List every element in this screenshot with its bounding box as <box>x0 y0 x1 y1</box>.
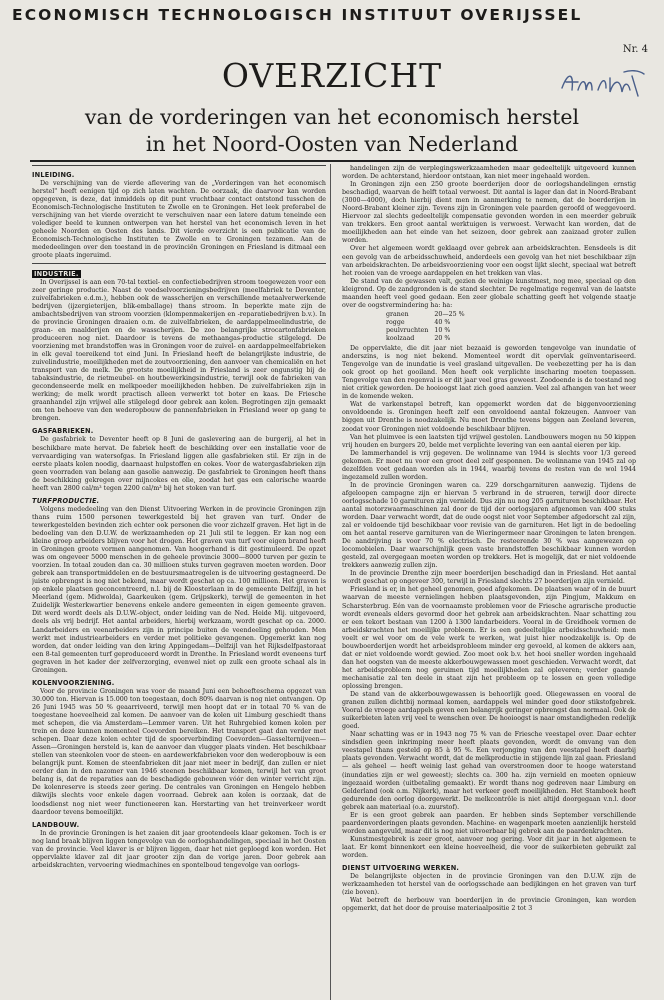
section-heading-inleiding: INLEIDING. <box>32 171 75 179</box>
table-row <box>386 319 471 327</box>
paragraph: Friesland is er, in het geheel genomen, goed afgekomen. De plaatsen waar of in de buurt waarvan de meeste vernielingen hebben plaatsgevonden, zijn Pingjum, Makkum en Scharsterbrug. Eén van de voornaamste problemen voor de Friesche agrarische productie wordt eveneals elders gevormd door het gebrek aan arbeidskrachten. Naar schatting zou er een tekort bestaan van 1200 à 1300 landarbeiders. Vooral in de Greidhoek vormen de arbeidskrachten het moeilijke probleem. Er is een gedeeltelijke arbeidsschuwheid: men voelt er wel voor om de vele werk te werken, wat juist hier noodzakelijk is. Op de bouwboerderijen wordt het arbeidsprobleem minder erg gevoeld, al komen de akkers aan, dat er niet voldoende wordt gewied. Zoo moet ook b.v. het hooi sneller worden ingehaald dan het oogsten van de meeste akkerbouwgewassen moet geschieden. Verwacht wordt, dat het arbeidsprobleem nog geruimen tijd moeilijkheden zal opleveren; verder gaande mechanisatie zal ten deele in staat zijn het probleem op te lossen en geen volledige oplossing brengen. <box>342 586 636 690</box>
table-row <box>386 311 471 319</box>
subtitle-line-2: in het Noord-Oosten van Nederland <box>145 132 519 156</box>
paragraph-gasfabrieken: De gasfabriek te Deventer heeft op 8 Juni de gaslevering aan de burgerij, al het in beschikbare mate hervat. De fabriek heeft de beschikking over een installatie voor de vervaardiging van watersofgas. In Friesland liggen alle gasfabrieken stil. Er zijn in de eerste plaats kolen noodig, daarnaast hulpstoffen en cokes. Voor de watergasfabrieken zijn geen voorraden van belang aan gasolie aanwezig. De gasfabriek te Groningen heeft thans de beschikking gekregen over mijncokes en olie, zoodat het gas een calorische waarde heeft van 2800 cal/m³ tegen 2200 cal/m³ bij het stoken van turf. <box>32 436 326 492</box>
section-heading-duw: DIENST UITVOERING WERKEN. <box>342 864 460 873</box>
crop-percentage: 10 % <box>434 326 451 334</box>
paragraph-duw: De belangrijkste objecten in de provincie Groningen van den D.U.W. zijn de werkzaamheden tot herstel van de oorlogsschade aan bedijkingen en het graven van turf (zie boven). <box>342 873 636 897</box>
paragraph: De lammerhandel is vrij gegeven. De wolinname van 1944 is slechts voor 1/3 gereed gekomen. Er moet nu voor een groot deel zelf gesponnen. De wolinname van 1945 zal op dezelfden voet gedaan worden als in 1944, waarbij tevens de resten van de wol 1944 ingezameld zullen worden. <box>342 449 636 481</box>
section-heading-kolenvoorziening: KOLENVOORZIENING. <box>32 678 115 687</box>
column-divider <box>330 164 331 1000</box>
left-column <box>32 165 326 997</box>
issue-number: Nr. 4 <box>622 44 648 55</box>
paragraph-industrie: In Overijssel is aan een 70-tal textiel- en confectiebedrijven stroom toegewezen voor een zeer geringe productie. Naast de voedselvoorzieningsbedrijven (meelfabriek te Deventer, zuivelfabrieken e.d.m.), hebben ook de wasscherijen en verschillende metaalverwerkende bedrijven (ijzergieterijen, blik-emballage) thans stroom. In beperkte mate zijn de ambachtsbedrijven van stroom voorzien (klompenmakerijen en -reparatiebedrijven b.v.). In de provincie Groningen draaien o.m. de zuivelfabrieken, de aardappelmeelindustrie, de graan- en maalderijen en de wasscherijen. De zoo belangrijke strocartonfabrieken produceeren nog niet. Daardoor is tevens de methaangas-productie stilgelegd. De voorziening met brandstoffen was in Groningen voor de zuivel- en aardappelmeelfabrieken in elk geval toereikend tot eind Juni. In Friesland heeft de belangrijkste industrie, de zuivelindustrie, moeilijkheden met de zoutvoorziening, den aanvoer van chemicaliën en het transport van de melk. De grootste moeilijkheid in Friesland is zeer ongunstig bij de tabaksindustrie, de rietmeubel- en houtbewerkingsindustrie, terwijl ook de fabrieken van gecondenseerde melk en melkpoeder moeilijkheden hebben. De zuivelfabrieken zijn in werking; de melk wordt practisch alleen verwerkt tot boter en kaas. De Friesche graanhandel zijn vrijwel alle stilgelegd door gebrek aan kolen. Begrotingen zijn gemaakt om ten behoeve van den wederopbouw de pannenfabrieken in Friesland weer op gang te brengen. <box>32 278 326 423</box>
paragraph: Kunstmestgebrek is zeer groot, aanvoer nog gering. Voor dit jaar in het algemeen te laat. Er komt binnenkort een kleine hoeveelheid, die voor de suikerbieten gebruikt zal worden. <box>342 835 636 859</box>
page-subtitle <box>0 104 664 158</box>
paragraph: Er is een groot gebrek aan paarden. Er hebben sinds September verschillende paardenvorderingen plaats gevonden. Machine- en wagenpark moeten aanzienlijk hersteld worden aangevuld, maar dit is nog niet uitvoerbaar bij gebrek aan de paardenkrachten. <box>342 811 636 835</box>
crop-name: granen <box>386 310 409 318</box>
section-heading-turfproductie: TURFPRODUCTIE. <box>32 496 100 505</box>
paragraph-landbouw: In de provincie Groningen is het zaaien dit jaar grootendeels klaar gekomen. Toch is er nog land braak blijven liggen tengevolge van de oorlogshandelingen, speciaal in het Oosten van de provincie. Veel klaver is er blijven liggen, daar het niet geploegd kon worden. Het oppervlakte klaver zal dit jaar grooter zijn dan de vorige jaren. Door gebrek aan arbeidskrachten, vervoering wiedmachines en spontelboud tengevolge van oorlogs- <box>32 829 326 869</box>
section-heading-gasfabrieken: GASFABRIEKEN. <box>32 427 94 436</box>
paragraph: In de provincie Groningen waren ca. 229 dorschgarnituren aanwezig. Tijdens de afgeloopen campagne zijn er hiervan 5 verbrand in de strueren, terwijl door directe oorlogsschade 10 garnituren zijn vernield. Dus zijn nu nog 205 garnituren beschikbaar. Het aantal motorzwaarmaschinen zal door de tijd der oorlogsjaren afgenomen van 400 stuks worden. Daar verwacht wordt, dat de oude oogst niet voor September afgedorscht zal zijn, zal er voldoende tijd beschikbaar voor revisie van de garnituren. Het ligt in de bedoeling om het aantal reserve garnituren van de Wieringermeer naar Groningen te laten brengen. De aandrijving is voor 70 % electrisch. De resteerende 30 % was aangewezen op locomobielen. Daar waarschijnlijk geen vaste brandstoffen beschikbaar kunnen worden gesteld, zal overgegaan moeten worden op trekkers. Het is mogelijk, dat er niet voldoende trekkers aanwezig zullen zijn. <box>342 481 636 570</box>
header-rule <box>30 160 634 162</box>
paragraph: In de provincie Drenthe zijn meer boerderijen beschadigd dan in Friesland. Het aantal wordt geschat op ongeveer 300, terwijl in Friesland slechts 27 boerderijen zijn vernield. <box>342 570 636 586</box>
paragraph: Van het pluimvee is een laatsten tijd vrijwel gestolen. Landbouwers mogen nu 50 kippen vrij houden en burgers 20, belde met verplichte levering van een aantal eieren per kip. <box>342 433 636 449</box>
paragraph-turfproductie: Volgens mededeeling van den Dienst Uitvoering Werken in de provincie Groningen zijn thans ruim 1500 personen tewerkgesteld bij het graven van turf. Onder de tewerkgestelden bevinden zich echter ook personen die voor zichzelf graven. Het ligt in de bedoeling van den D.U.W. de werkzaamheden op 21 Juli stil te leggen. Er kan nog een kleine groep arbeiders blijven voor het drogen. Het graven van turf voor eigen brand heeft in Groningen groote vormen aangenomen. Van hoogerhand is dit gestimuleerd. De opzet was om ongeveer 5000 menschen in de geheele provincie 3000—8000 turven per gezin te voorzien. In totaal zouden dan ca. 30 millioen stuks turven gegraven moeten worden. Door gebrek aan transportmiddelen en de bestuursmaatregelen is de uitvoering gestagneerd. De juiste opbrengst is nog niet bekend, maar wordt geschat op ca. 100 millioen. Het graven is op enkele plaatsen geconcentreerd, n.l. bij de Kloosterlaan in de gemeente Delfzijl, in het Meerland (gem. Midwolda), Gaarkeuken (gem. Grijpskerk), terwijl de gemeenten in het Zuidelijk Westerkwartier benevens enkele andere gemeenten in eigen gemeente graven. Dit werd wordt deels als D.U.W.-object, onder leiding van de Ned. Heide Mij. uitgevoerd, deels als vrij bedrijf. Het aantal arbeiders, hierbij werkzaam, wordt geschat op ca. 2000. Landarbeiders en veenarbeiders zijn in principe buiten de veendeeling gehouden. Men werkt met industriearbeiders en verder met politieke gevangenen. Opgemerkt kan nog worden, dat onder leiding van den kring Appingedam—Delfzijl van het Rijksdelfpastoraat een 8-tal gemeenten turf geproduceerd wordt in Drenthe. In Friesland wordt eveneens turf gegraven in het kader der zelfverzorging, evenwel niet op zulk een groote schaal als in Groningen. <box>32 505 326 674</box>
institute-header: ECONOMISCH TECHNOLOGISCH INSTITUUT OVERIJSSEL <box>12 6 583 24</box>
paragraph-duw-2: Wat betreft de herbouw van boerderijen in de provincie Groningen, kan worden opgemerkt, dat het door de prouise materiaalpositie 2 tot 3 <box>342 897 636 913</box>
paragraph: Over het algemeen wordt geklaagd over gebrek aan arbeidskrachten. Eensdeels is dit een gevolg van de arbeidsschuwheid, anderdeels een gevolg van het niet beschikbaar zijn van arbeidskrachten. De arbeidsvoorziening voor een oogst lijkt slecht, speciaal wat betreft het rooien van de vroege aardappelen en het trekken van vlas. <box>342 245 636 277</box>
section-heading-industrie: INDUSTRIE. <box>34 269 79 278</box>
paragraph: De oppervlakte, die dit jaar niet bezaaid is geworden tengevolge van inundatie of anderszins, is nog niet bekend. Momenteel wordt dit opervlak geïnventariseerd. Tengevolge van de inundatie is veel grasland uitgevallen. De veebezetting per ha is dan ook groot op het gooiland. Men heeft ook verplichte inscharing moeten toepassen. Tengevolge van den regenval is er dit jaar veel gras geweest. Zoodoende is de toestand nog niet critiek geworden. De hooioogst laat zich goed aanzien. Veel zal afhangen van het weer in de komende weken. <box>342 345 636 401</box>
paragraph: De stand van de akkerbouwgewassen is behoorlijk goed. Oliegewassen en vooral de granen zullen dichtbij normaal komen, aardappels wel minder goed door stikstofgebrek. Vooral de vroege aardappels geven een belangrijk geringer opbrengst dan normaal. Ook de suikerbieten laten vrij veel te wenschen over. De hooioogst is naar omstandigheden redelijk goed. <box>342 691 636 731</box>
crop-name: peulvruchten <box>386 326 429 334</box>
paragraph: De stand van de gewassen valt, gezien de weinige kunstmest, nog mee, speciaal op den kleigrond. Op de zandgronden is de stand slechter. De regelmatige regenval van de laatste maanden heeft veel goed gedaan. Een zeer globale schatting geeft het volgende staatje over de oogstvermindering ha: ha: <box>342 277 636 309</box>
crop-percentage: 40 % <box>434 318 451 326</box>
right-column <box>342 165 636 997</box>
paragraph: handelingen zijn de verplegingswerkzaamheden maar gedeeltelijk uitgevoerd kunnen worden. De achterstand, hierdoor ontstaan, kan niet meer ingehaald worden. <box>342 165 636 181</box>
paragraph: In Groningen zijn een 250 groote boerderijen door de oorlogshandelingen ernstig beschadigd, waarvan de helft totaal verwoest. Dit aantal is lager dan dat in Noord-Brabant (3000—4000), doch hierbij dient men in aanmerking te nemen, dat de boerderijen in Noord-Brabant kleiner zijn. Tevens zijn in Groningen vele paarden geroofd of weggevoerd. Hiervoor zal slechts gedeeltelijk compensatie gevonden worden in een meerder gebruik van trekkers. Een groot aantal werktuigen is verwoest. Verwacht kan worden, dat de moeilijkheden aan het einde van het seizoen, door gebrek aan zaaizaad groter zullen worden. <box>342 181 636 245</box>
intro-section <box>32 165 326 264</box>
section-heading-landbouw: LANDBOUW. <box>32 820 80 829</box>
paragraph: Naar schatting was er in 1943 nog 75 % van de Friesche veestapel over. Daar echter sindsdien geen inkrimping meer heeft plaats gevonden, wordt de omvang van den veestapel thans gesteld op 85 à 95 %. Een verjonging van den veestapel heeft daarbij plaats gevonden. Verwacht wordt, dat de melkproductie in stijgende lijn zal gaan. Friesland — als geheel — heeft weinig last gehad van overstroomen door te hooge waterstand (inundaties zijn er wel geweest); slechts ca. 300 ha. zijn vernield en moeten opnieuw ingezaaid worden (uitbetaling gemaakt). Er wordt thans nog gedreven naar Limburg en Gelderland (ook o.m. Nijkerk), maar het verkeer geeft moeilijkheden. Het Stamboek heeft gedurende den oorlog doorgewerkt. De melkcontrôle is niet altijd doorgegaan v.n.l. door gebrek aan materiaal (o.a. zuurstof). <box>342 731 636 811</box>
page-title: OVERZICHT <box>221 56 443 95</box>
crop-name: rogge <box>386 318 405 326</box>
subtitle-line-1: van de vorderingen van het economisch herstel <box>84 105 580 129</box>
paragraph-kolenvoorziening: Voor de provincie Groningen was voor de maand Juni een behoefteschema opgezet van 30.000 ton. Hiervan is 15.000 ton toegestaan, doch 80% daarvan is nog niet ontvangen. Op 26 Juni 1945 was 50 % geaarriveerd, terwijl men hoopt dat er in totaal 70 % van de toegestane hoeveelheid zal komen. De aanvoer van de kolen uit Limburg geschiedt thans met schepen, die via Amsterdam—Lemmer varen. Uit het Ruhrgebied komen kolen per trein en deze kunnen momenteel Coevorden bereiken. Het transport gaat dan verder met schepen. Daar deze kolen echter tijd de spoorverbinding Coevorden—Gasselternijveen—Assen—Groningen hersteld is, kan de aanvoer dan vlugger plaats vinden. Het beschikbaar stellen van steenkolen voor de steen- en aardewerkfabrieken voor den wederopbouw is een belangrijk punt. Komen de steenfabrieken dit jaar niet meer in bedrijf, dan zullen er niet eerder dan in den nazomer van 1946 steenen beschikbaar komen, terwijl het van groot belang is, dat de reparaties aan de beschadigde gebouwen vóór den winter verricht zijn. De kolenreserve is steeds zeer gering. De centrales van Groningen en Hengelo hebben dikwijls slechts voor enkele dagen voorraad. Gebrek aan kolen is oorzaak, dat de loodsdienst nog niet weer functioneeren kan. Herstarting van het treinverkeer wordt daardoor tevens bemoeilijkt. <box>32 687 326 816</box>
table-row <box>386 335 471 343</box>
table-row <box>386 327 471 335</box>
crop-percentage: 20 % <box>434 334 451 342</box>
paragraph: Wat de varkenstapel betreft, kan opgemerkt worden dat de biggenvoorziening onvoldoende is. Groningen heeft zelf een onvoldoend aantal fokzeugen. Aanvoer van biggen uit Drenthe is noodzakelijk. Nu moet Drenthe tevens biggen aan Zeeland leveren, zoodat voor Groningen niet voldoende beschikbaar blijven. <box>342 401 636 433</box>
crop-name: koolzaad <box>386 334 415 342</box>
oogst-table <box>386 311 471 343</box>
paragraph-inleiding: De verschijning van de vierde aflevering van de „Vorderingen van het economisch herstel" heeft eenigen tijd op zich laten wachten. De oorzaak, die daarvoor kan worden opgegeven, is deze, dat inmiddels op dit punt vruchtbaar contact ontstond tusschen de Economisch-Technologische Instituten te Zwolle en te Groningen. Het leek preferabel de verschijning van het vierde overzicht te verschuiven naar een latere datum teneinde een volediger beeld te kunnen ontwerpen van het herstel van het economisch leven in het geheele Noorden en Oosten des lands. Dit vierde overzicht is een publicatie van de Economisch-Technologische Instituten te Zwolle en te Groningen tezamen. Aan de mededeelingen over den toestand in de provinciën Groningen en Friesland is ditmaal een groote plaats ingeruimd. <box>32 180 326 260</box>
crop-percentage: 20—25 % <box>434 310 465 318</box>
